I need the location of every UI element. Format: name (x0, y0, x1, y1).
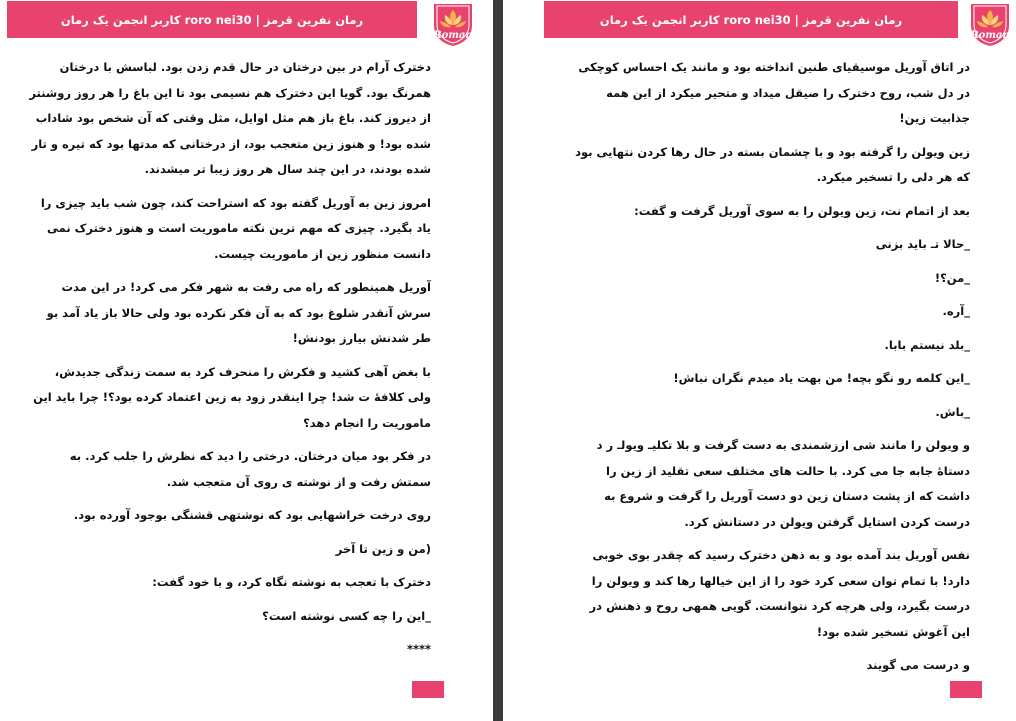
paragraph: (من و زین تا آخر (335, 541, 431, 556)
paragraph: نفس آوریل بند آمده بود و به ذهن دخترک رسید که چقدر بوی خوبی دارد! با تمام توان سعی کرد خود را از این خیالها رها کند و ویولن را درست بگیرد، ولی هرچه کرد نتوانست. گویی همهی روح و ذهنش در این آغوش تسخیر شده بود! (589, 548, 970, 639)
left-page (0, 0, 493, 721)
paragraph: امروز زین به آوریل گفته بود که استراحت کند، چون شب باید چیزی را یاد بگیرد. چیزی که مهم ترین نکته ماموریت است و هنوز دخترک نمی دانست منظور زین از ماموریت چیست. (40, 195, 431, 261)
dialogue-line: _حالا تـ باید بزنی (875, 237, 970, 251)
page-number-box (950, 681, 982, 698)
paragraph: دخترک آرام در بین درختان در حال قدم زدن بود. لباسش با درختان همرنگ بود. گویا این دخترک هم نسیمی بود تا این باغ را هر روز روشنتر از دیروز کند. باغ باز هم مثل اوایل، مثل وقتی که آن شخص بود شاداب شده بود! و هنوز زین متعجب بود، از درختانی که مدتها بود که تیره و تار شده بودند، در این چند سال هر روز زیبا تر میشدند. (29, 60, 431, 176)
logo-emblem-icon (427, 0, 479, 48)
header-title: رمان نفرین قرمز | roro nei30 کاربر انجمن یک رمان (60, 12, 364, 27)
paragraph: _این را چه کسی نوشته است؟ (262, 608, 431, 623)
paragraph: و درست می گویند (866, 658, 970, 672)
paragraph: در اتاق آوریل موسیقیای طنین انداخته بود و مانند یک احساس کوچکی در دل شب، روح دخترک را صیقل میداد و متحیر میکرد از این همه جذابیت زین! (578, 60, 970, 125)
paragraph: آوریل همینطور که راه می رفت به شهر فکر می کرد! در این مدت سرش آنقدر شلوغ بود که به آن فکر نکرده بود ولی حالا باز یاد آمد بو طر شدنش بیارز بودنش! (46, 280, 431, 345)
roman-logo (427, 0, 479, 48)
roman-logo (964, 0, 1016, 48)
dialogue-line: _آره. (942, 304, 970, 318)
section-separator: **** (406, 642, 431, 656)
page-header (544, 1, 958, 38)
header-title: رمان نفرین قرمز | roro nei30 کاربر انجمن یک رمان (599, 12, 903, 27)
left-page-text (28, 55, 431, 671)
paragraph: در فکر بود میان درختان. درختی را دید که نظرش را جلب کرد. به سمتش رفت و از نوشته ی روی آن متعجب شد. (69, 449, 431, 489)
paragraph: بعد از اتمام نت، زین ویولن را به سوی آوریل گرفت و گفت: (634, 203, 970, 218)
logo-emblem-icon (964, 0, 1016, 48)
paragraph: و ویولن را مانند شی ارزشمندی به دست گرفت و بلا تکلیـ ویولـ ر د دستاۀ جابه جا می کرد. با حالت های مختلف سعی تقلید از زین را داشت که از پشت دستان زین دو دست آوریل را گرفت و شروع به درست کردن استایل گرفتن ویولن در دستانش کرد. (596, 438, 970, 529)
paragraph: با بغض آهی کشید و فکرش را منحرف کرد به سمت زندگی جدیدش، ولی کلافۀ ت شد! چرا اینقدر زود به زین اعتماد کرده بود؟! چرا باید این ماموریت را انجام دهد؟ (33, 364, 431, 430)
paragraph: زین ویولن را گرفته بود و با چشمان بسته در حال رها کردن نتهایی بود که هر دلی را تسخیر میکرد. (575, 144, 970, 184)
paragraph: روی درخت خراشهایی بود که نوشتهی قشنگی بوجود آورده بود. (73, 508, 431, 522)
dialogue-line: _باش. (935, 404, 970, 419)
page-number-box (412, 681, 444, 698)
dialogue-line: _بلد نیستم بابا. (884, 337, 970, 352)
right-page-text (570, 55, 970, 687)
book-gutter (493, 0, 503, 721)
right-page (503, 0, 1010, 721)
logo-text: Roman (970, 30, 1010, 41)
paragraph: دخترک با تعجب به نوشته نگاه کرد، و با خود گفت: (152, 575, 431, 589)
page-header (7, 1, 417, 38)
dialogue-line: _من؟! (934, 270, 970, 285)
logo-text: Roman (433, 30, 473, 41)
dialogue-line: _این کلمه رو نگو بچه! من بهت یاد میدم نگران نباش! (673, 371, 970, 385)
